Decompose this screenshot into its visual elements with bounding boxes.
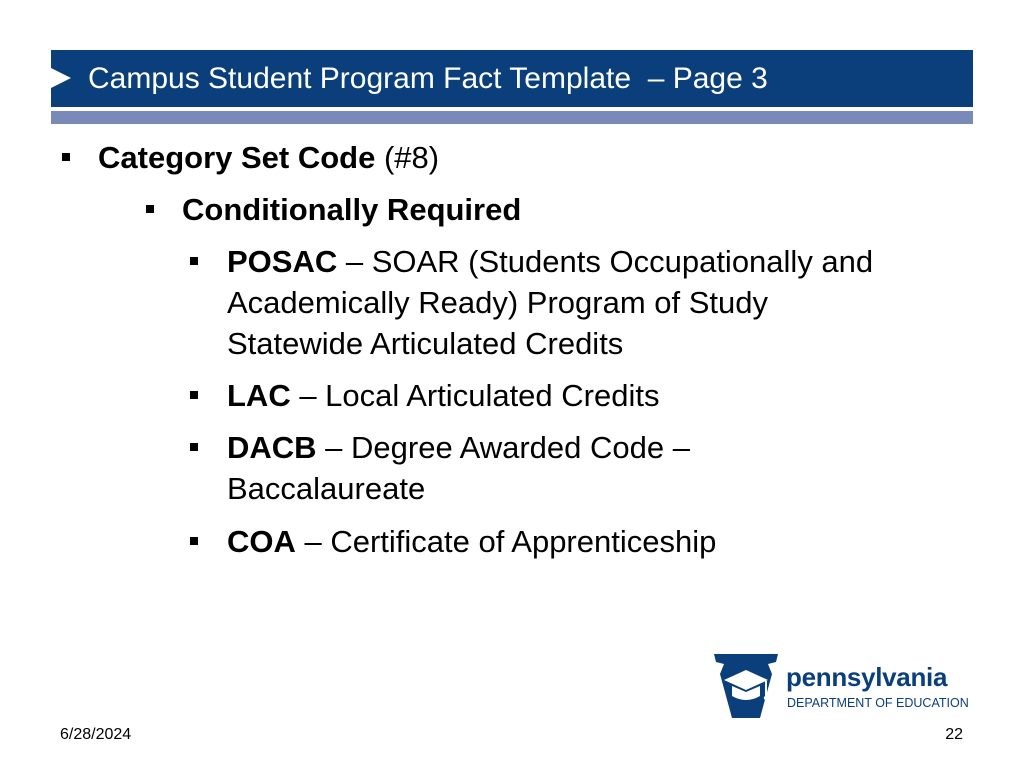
bullet-marker xyxy=(190,257,198,265)
slide-title: Campus Student Program Fact Template – Page 3 xyxy=(88,62,768,95)
title-bar xyxy=(51,50,973,107)
desc-line: Academically Ready) Program of Study xyxy=(227,285,769,320)
desc-line: Statewide Articulated Credits xyxy=(227,326,624,361)
bullet-lac xyxy=(227,375,659,416)
code-lac: LAC xyxy=(227,378,291,413)
bullet-marker xyxy=(190,443,198,451)
desc-line: – Local Articulated Credits xyxy=(290,378,660,413)
logo-wordmark: pennsylvania xyxy=(786,662,948,692)
bullet-conditionally-required: Conditionally Required xyxy=(182,192,522,227)
bullet-marker xyxy=(62,153,70,161)
logo-department: DEPARTMENT OF EDUCATION xyxy=(787,696,969,710)
pa-education-logo xyxy=(714,652,976,722)
bullet-suffix: (#8) xyxy=(375,140,440,175)
desc-line: Baccalaureate xyxy=(227,471,426,506)
desc-line: – SOAR (Students Occupationally and xyxy=(337,244,874,279)
desc-line: – Certificate of Apprenticeship xyxy=(295,524,717,559)
keystone-graduation-cap-icon xyxy=(714,652,778,720)
bullet-dacb xyxy=(227,427,690,509)
code-dacb: DACB xyxy=(227,430,317,465)
code-coa: COA xyxy=(227,524,296,559)
bullet-category-set-code xyxy=(98,137,439,178)
play-arrow-icon xyxy=(51,68,71,88)
page-number: 22 xyxy=(945,726,963,743)
bullet-posac xyxy=(227,241,873,364)
bullet-marker xyxy=(146,205,154,213)
bullet-marker xyxy=(190,391,198,399)
footer-date: 6/28/2024 xyxy=(60,726,132,743)
code-posac: POSAC xyxy=(227,244,338,279)
bullet-coa xyxy=(227,521,716,562)
bullet-marker xyxy=(190,537,198,545)
title-divider xyxy=(51,111,973,124)
bullet-term: Category Set Code xyxy=(98,140,376,175)
desc-line: – Degree Awarded Code – xyxy=(316,430,690,465)
